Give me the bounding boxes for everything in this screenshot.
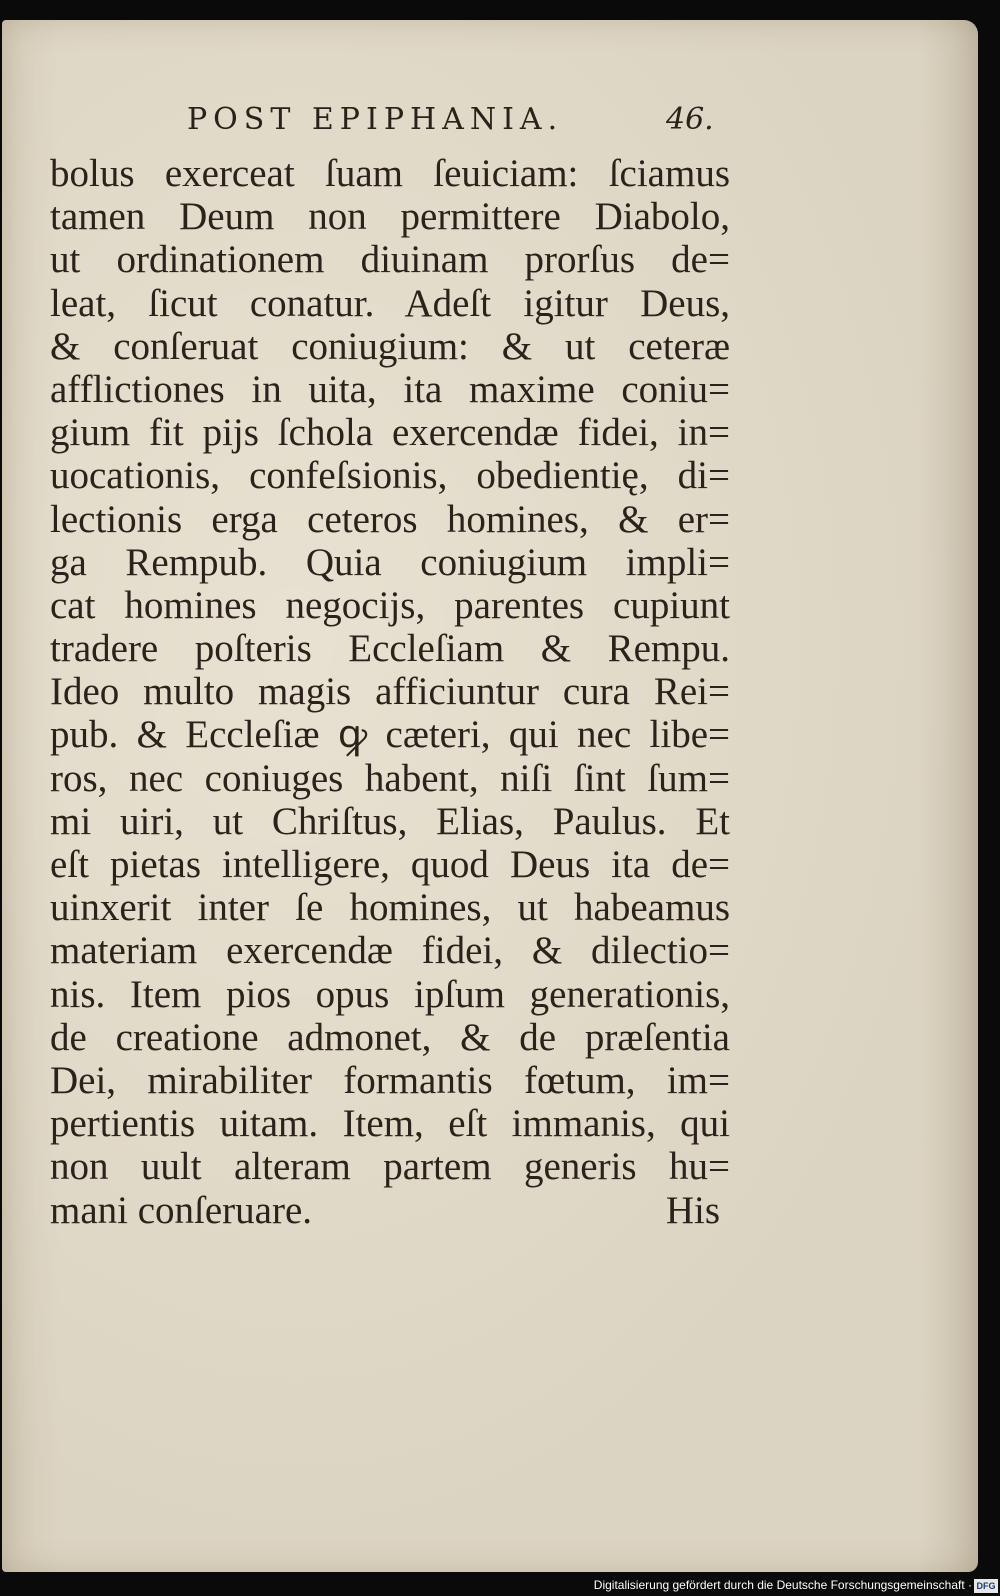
text-line: pub. & Eccleſiæ ꝙ cæteri, qui nec libe=	[50, 713, 730, 757]
text-line: uocationis, confeſsionis, obedientię, di=	[50, 454, 730, 498]
page-number: 46.	[666, 102, 714, 137]
last-line-text: mani conſeruare.	[50, 1188, 313, 1232]
dfg-logo: DFG	[974, 1579, 998, 1593]
text-line: ros, nec coniuges habent, niſi ſint ſum=	[50, 756, 730, 800]
text-line: gium fit pijs ſchola exercendæ fidei, in=	[50, 411, 730, 455]
text-line: tamen Deum non permittere Diabolo,	[50, 195, 730, 239]
digitization-credit: Digitalisierung gefördert durch die Deutsche Forschungsgemeinschaft ·	[593, 1578, 972, 1592]
text-line-last	[50, 1189, 730, 1232]
text-line: non uult alteram partem generis hu=	[50, 1145, 730, 1189]
text-line: Ideo multo magis afficiuntur cura Rei=	[50, 670, 730, 714]
text-line: & conſeruat coniugium: & ut ceteræ	[50, 324, 730, 368]
text-line: bolus exerceat ſuam ſeuiciam: ſciamus	[50, 152, 730, 195]
text-line: tradere poſteris Eccleſiam & Rempu.	[50, 627, 730, 671]
text-line: leat, ſicut conatur. Adeſt igitur Deus,	[50, 281, 730, 325]
running-title: POST EPIPHANIA.	[187, 102, 564, 137]
text-line: cat homines negocijs, parentes cupiunt	[50, 583, 730, 627]
text-line: mi uiri, ut Chriſtus, Elias, Paulus. Et	[50, 799, 730, 843]
text-line: eſt pietas intelligere, quod Deus ita de=	[50, 843, 730, 886]
book-page	[2, 20, 978, 1572]
text-line: afflictiones in uita, ita maxime coniu=	[50, 367, 730, 411]
text-line: pertientis uitam. Item, eſt immanis, qui	[50, 1102, 730, 1146]
catchword: His	[665, 1188, 720, 1232]
text-line: Dei, mirabiliter formantis fœtum, im=	[50, 1058, 730, 1102]
text-line: lectionis erga ceteros homines, & er=	[50, 497, 730, 541]
text-line: ut ordinationem diuinam prorſus de=	[50, 238, 730, 282]
text-line: nis. Item pios opus ipſum generationis,	[50, 972, 730, 1016]
text-line: uinxerit inter ſe homines, ut habeamus	[50, 886, 730, 930]
text-line: de creatione admonet, & de præſentia	[50, 1015, 730, 1059]
text-line: ga Rempub. Quia coniugium impli=	[50, 540, 730, 584]
body-text	[50, 152, 730, 1232]
text-line: materiam exercendæ fidei, & dilectio=	[50, 929, 730, 973]
